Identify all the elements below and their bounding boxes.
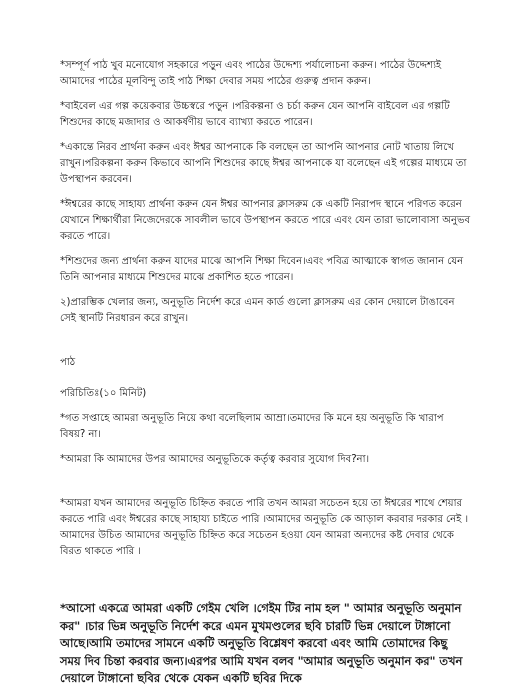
paragraph-help-prayer: *ঈশ্বরের কাছে সাহায্য প্রার্থনা করুন যেন ঈশ্বর আপনার ক্লাসরুম কে একটি নিরাপদ স্থানে পরিণত করেন যেখানে শিক্ষার্থীরা নিজেদেরকে সাবলীল ভাবে উপস্থাপন করতে পারে এবং যেন তারা ভালোবাসা অনুভব করতে পারে। bbox=[60, 199, 471, 242]
intro-duration: পরিচিতিঃ(১০ মিনিট) bbox=[60, 388, 147, 399]
paragraph-control-feelings: *আমরা কি আমাদের উপর আমাদের অনুভূতিকে কর্তৃত্ব করবার সুযোগ দিব?না। bbox=[60, 454, 370, 465]
paragraph-bible-story: *বাইবেল এর গল্প কয়েকবার উচ্চস্বরে পড়ুন ।পরিকল্পনা ও চর্চা করুন যেন আপনি বাইবেল এর গল্পটি শিশুদের কাছে মজাদার ও আকর্ষণীয় ভাবে ব্যাখ্যা করতে পারেন। bbox=[60, 101, 450, 128]
paragraph-silent-prayer: *একান্তে নিরব প্রার্থনা করুন এবং ঈশ্বর আপনাকে কি বলছেন তা আপনি আপনার নোট খাতায় লিখে রাখুন।পরিকল্পনা করুন কিভাবে আপনি শিশুদের কাছে ঈশ্বর আপনাকে যা বলেছেন এই গল্পের মাধ্যমে তা উপস্থাপন করবেন। bbox=[60, 142, 467, 185]
paragraph-game-instructions: *আসো একত্রে আমরা একটি গেইম খেলি ।গেইম টির নাম হল " আমার অনুভূতি অনুমান কর" ।চার ভিন্ন অনুভূতি নির্দেশ করে এমন মুখমণ্ডলের ছবি চারটি ভিন্ন দেয়ালে টাঙ্গানো আছে।আমি তমাদের সামনে একটি অনুভূতি বিশ্লেষণ করবো এবং আমি তোমাদের কিছু সময় দিব চিন্তা করবার জন্য।এরপর আমি যখন বলব "আমার অনুভূতি অনুমান কর" তখন দেয়ালে টাঙ্গানো ছবির থেকে যেকন একটি ছবির দিকে bbox=[60, 601, 463, 685]
paragraph-last-week: *গত সপ্তাহে আমরা অনুভূতি নিয়ে কথা বলেছিলাম আম্রা।তমাদের কি মনে হয় অনুভূতি কি খারাপ বিষয়? না। bbox=[60, 413, 444, 440]
paragraph-read-lesson: *সম্পূর্ণ পাঠ খুব মনোযোগ সহকারে পড়ুন এবং পাঠের উদ্দেশ্য পর্যালোচনা করুন। পাঠের উদ্দেশ্যই আমাদের পাঠের মূলবিন্দু তাই পাঠ শিক্ষা দেবার সময় পাঠের গুরুত্ব প্রদান করুন। bbox=[60, 60, 442, 87]
paragraph-identify-feelings: *আমরা যখন আমাদের অনুভূতি চিহ্নিত করতে পারি তখন আমরা সচেতন হয়ে তা ঈশ্বরের শাথে শেয়ার করতে পারি এবং ঈশ্বরের কাছে সাহায্য চাইতে পারি ।আমাদের অনুভূতি কে আড়াল করবার দরকার নেই ।আমাদের উচিত আমাদের অনুভূতি চিহ্নিত করে সচেতন হওয়া যেন আমরা অন্যদের কষ্ট দেবার থেকে বিরত থাকতে পারি । bbox=[60, 498, 469, 557]
paragraph-opening-game-cards: ২)প্রারম্ভিক খেলার জন্য, অনুভূতি নির্দেশ করে এমন কার্ড গুলো ক্লাসরুম এর কোন দেয়ালে টাঙাবেন সেই স্থানটি নিরধারন করে রাখুন। bbox=[60, 297, 455, 324]
section-heading-lesson: পাঠ bbox=[60, 357, 76, 368]
paragraph-children-prayer: *শিশুদের জন্য প্রার্থনা করুন যাদের মাঝে আপনি শিক্ষা দিবেন।এবং পবিত্র আত্মাকে স্বাগত জানান যেন তিনি আপনার মাধ্যমে শিশুদের মাঝে প্রকাশিত হতে পারেন। bbox=[60, 256, 464, 283]
